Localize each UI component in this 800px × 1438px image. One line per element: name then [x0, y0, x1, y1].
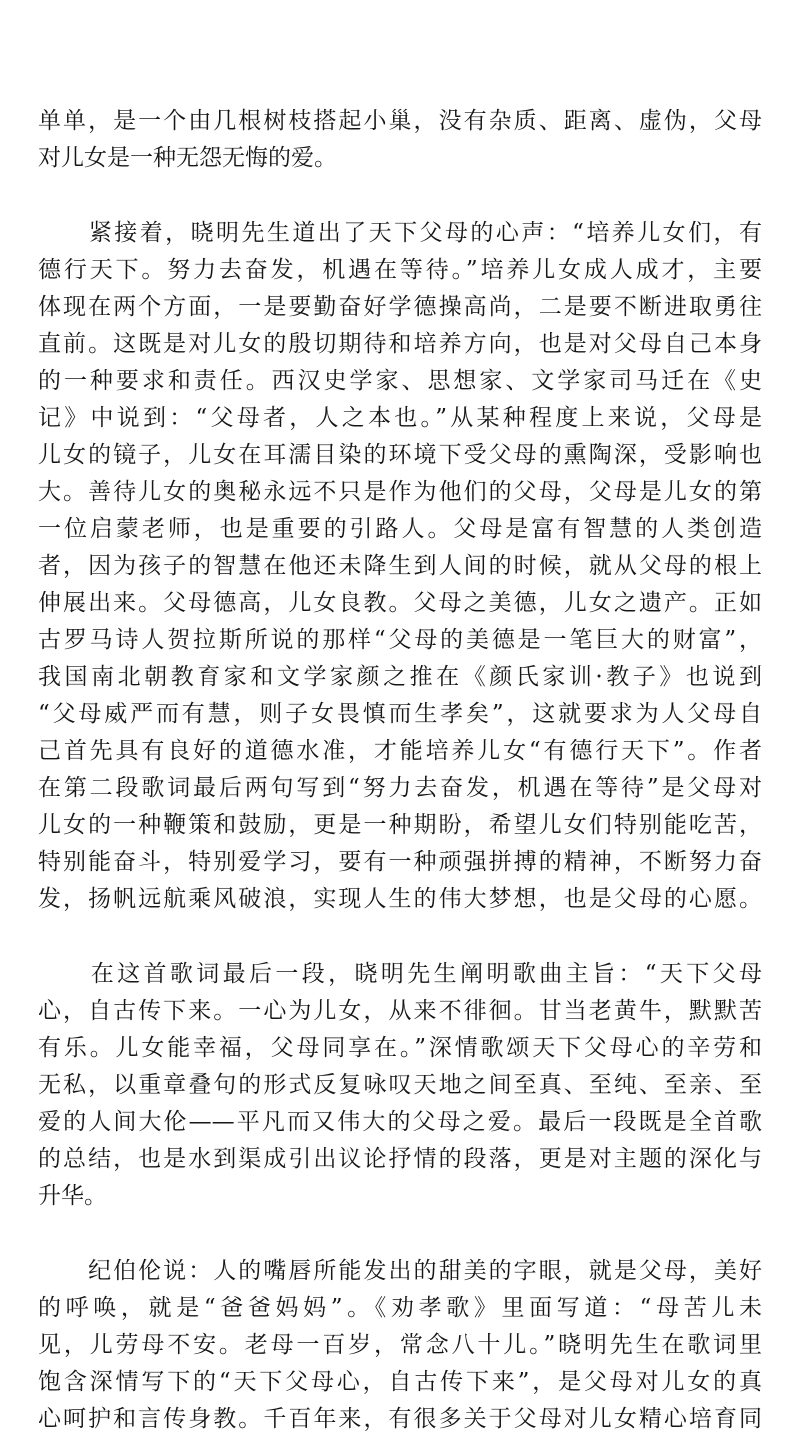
text-line: 体现在两个方面，一是要勤奋好学德操高尚，二是要不断进取勇往 [38, 294, 762, 320]
text-line: 对儿女是一种无怨无悔的爱。 [38, 145, 337, 171]
text-line: 一位启蒙老师，也是重要的引路人。父母是富有智慧的人类创造 [38, 516, 762, 542]
text-line: 的呼唤，就是“爸爸妈妈”。《劝孝歌》里面写道：“母苦儿未 [38, 1295, 762, 1321]
text-line: 直前。这既是对儿女的殷切期待和培养方向，也是对父母自己本身 [38, 331, 762, 357]
paragraph-2 [38, 215, 762, 918]
text-line: 的一种要求和责任。西汉史学家、思想家、文学家司马迁在《史 [38, 368, 762, 394]
text-line: 伸展出来。父母德高，儿女良教。父母之美德，儿女之遗产。正如 [38, 590, 762, 616]
text-line: 我国南北朝教育家和文学家颜之推在《颜氏家训·教子》也说到 [38, 664, 762, 690]
text-line: 特别能奋斗，特别爱学习，要有一种顽强拼搏的精神，不断努力奋 [38, 849, 762, 875]
paragraph-gap [38, 1215, 762, 1253]
text-line: 纪伯伦说：人的嘴唇所能发出的甜美的字眼，就是父母，美好 [38, 1258, 762, 1284]
text-line: 在第二段歌词最后两句写到“努力去奋发，机遇在等待”是父母对 [38, 775, 762, 801]
paragraph-4 [38, 1253, 762, 1438]
text-line: 无私，以重章叠句的形式反复咏叹天地之间至真、至纯、至亲、至 [38, 1072, 762, 1098]
text-line: 儿女的一种鞭策和鼓励，更是一种期盼，希望儿女们特别能吃苦， [38, 812, 762, 838]
text-line: “父母威严而有慧，则子女畏慎而生孝矣”，这就要求为人父母自 [38, 701, 762, 727]
paragraph-gap [38, 177, 762, 215]
text-line: 者，因为孩子的智慧在他还未降生到人间的时候，就从父母的根上 [38, 553, 762, 579]
text-line: 见，儿劳母不安。老母一百岁，常念八十儿。”晓明先生在歌词里 [38, 1332, 762, 1358]
text-line: 儿女的镜子，儿女在耳濡目染的环境下受父母的熏陶深，受影响也 [38, 442, 762, 468]
text-line: 德行天下。努力去奋发，机遇在等待。”培养儿女成人成才，主要 [38, 257, 762, 283]
text-line: 心，自古传下来。一心为儿女，从来不徘徊。甘当老黄牛，默默苦 [38, 998, 762, 1024]
text-line: 升华。 [38, 1183, 107, 1209]
text-line: 古罗马诗人贺拉斯所说的那样“父母的美德是一笔巨大的财富”， [38, 627, 762, 653]
text-line: 紧接着，晓明先生道出了天下父母的心声：“培养儿女们，有 [38, 220, 762, 246]
text-line: 心呵护和言传身教。千百年来，有很多关于父母对儿女精心培育同 [38, 1406, 762, 1432]
text-line: 的总结，也是水到渠成引出议论抒情的段落，更是对主题的深化与 [38, 1146, 762, 1172]
text-line: 记》中说到：“父母者，人之本也。”从某种程度上来说，父母是 [38, 405, 762, 431]
text-line: 大。善待儿女的奥秘永远不只是作为他们的父母，父母是儿女的第 [38, 479, 762, 505]
paragraph-3 [38, 956, 762, 1215]
paragraph-gap [38, 918, 762, 956]
paragraph-1 [38, 103, 762, 177]
text-line: 爱的人间大伦——平凡而又伟大的父母之爱。最后一段既是全首歌 [38, 1109, 762, 1135]
text-line: 在这首歌词最后一段，晓明先生阐明歌曲主旨：“天下父母 [38, 961, 762, 987]
text-line: 饱含深情写下的“天下父母心，自古传下来”，是父母对儿女的真 [38, 1369, 762, 1395]
text-line: 单单，是一个由几根树枝搭起小巢，没有杂质、距离、虚伪，父母 [38, 108, 762, 134]
text-line: 己首先具有良好的道德水准，才能培养儿女“有德行天下”。作者 [38, 738, 762, 764]
text-line: 有乐。儿女能幸福，父母同享在。”深情歌颂天下父母心的辛劳和 [38, 1035, 762, 1061]
text-line: 发，扬帆远航乘风破浪，实现人生的伟大梦想，也是父母的心愿。 [38, 886, 762, 912]
